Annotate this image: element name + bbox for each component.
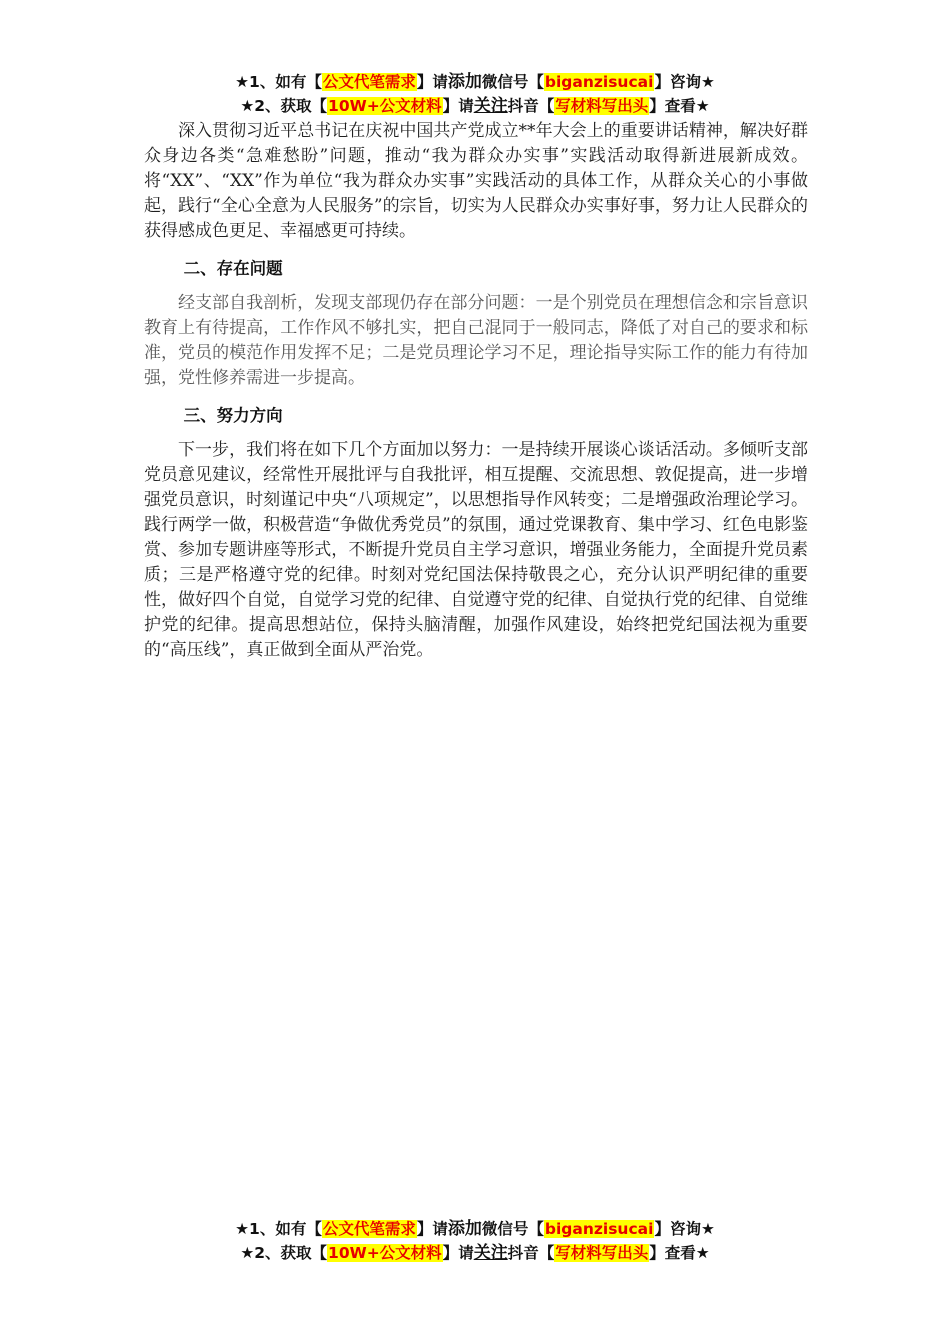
promo-emphasis: 添加 bbox=[447, 72, 482, 92]
intro-paragraph: 深入贯彻习近平总书记在庆祝中国共产党成立**年大会上的重要讲话精神，解决好群众身边各类“急难愁盼”问题，推动“我为群众办实事”实践活动取得新进展新成效。将“XX”、“XX”作为单位“我为群众办实事”实践活动的具体工作，从群众关心的小事做起，践行“全心全意为人民服务”的宗旨，切实为人民群众办实事好事，努力让人民群众的获得感成色更足、幸福感更可持续。 bbox=[144, 121, 808, 241]
promo-text: 】请 bbox=[442, 1244, 474, 1262]
wechat-id-highlight: biganzisucai bbox=[544, 1220, 654, 1238]
promo-line-1 bbox=[0, 1217, 950, 1241]
promo-highlight: 公文代笔需求 bbox=[322, 73, 416, 91]
promo-text: 抖音【 bbox=[507, 1244, 555, 1262]
promo-text: 】请 bbox=[442, 97, 474, 115]
promo-highlight: 公文代笔需求 bbox=[322, 1220, 416, 1238]
promo-text: 微信号【 bbox=[481, 1220, 544, 1238]
douyin-account-highlight: 写材料写出头 bbox=[555, 97, 649, 115]
promo-line-2 bbox=[0, 1241, 950, 1265]
promo-text: 】请 bbox=[416, 1220, 448, 1238]
header-promo-banner bbox=[0, 70, 950, 118]
promo-text: 微信号【 bbox=[481, 73, 544, 91]
promo-highlight: 10W+公文材料 bbox=[328, 97, 442, 115]
section-heading-direction: 三、努力方向 bbox=[183, 406, 283, 425]
wechat-id-highlight: biganzisucai bbox=[544, 73, 654, 91]
promo-text: ★2、获取【 bbox=[240, 97, 328, 115]
douyin-account-highlight: 写材料写出头 bbox=[555, 1244, 649, 1262]
promo-text: ★2、获取【 bbox=[240, 1244, 328, 1262]
promo-text: 】查看★ bbox=[649, 1244, 710, 1262]
section-heading-problems: 二、存在问题 bbox=[183, 259, 283, 278]
promo-text: 】咨询★ bbox=[654, 1220, 715, 1238]
promo-emphasis: 添加 bbox=[447, 1219, 482, 1239]
problems-paragraph: 经支部自我剖析，发现支部现仍存在部分问题：一是个别党员在理想信念和宗旨意识教育上有待提高，工作作风不够扎实，把自己混同于一般同志，降低了对自己的要求和标准，党员的模范作用发挥不足；二是党员理论学习不足，理论指导实际工作的能力有待加强，党性修养需进一步提高。 bbox=[144, 293, 808, 388]
promo-emphasis: 关注 bbox=[473, 1243, 508, 1263]
footer-promo-banner bbox=[0, 1217, 950, 1265]
promo-text: 】咨询★ bbox=[654, 73, 715, 91]
promo-text: 】请 bbox=[416, 73, 448, 91]
promo-line-2 bbox=[0, 94, 950, 118]
promo-emphasis: 关注 bbox=[473, 96, 508, 116]
document-body bbox=[144, 119, 808, 663]
promo-text: ★1、如有【 bbox=[235, 73, 322, 91]
promo-highlight: 10W+公文材料 bbox=[328, 1244, 442, 1262]
promo-text: 】查看★ bbox=[649, 97, 710, 115]
promo-line-1 bbox=[0, 70, 950, 94]
direction-paragraph: 下一步，我们将在如下几个方面加以努力：一是持续开展谈心谈话活动。多倾听支部党员意见建议，经常性开展批评与自我批评，相互提醒、交流思想、敦促提高，进一步增强党员意识，时刻谨记中央“八项规定”，以思想指导作风转变；二是增强政治理论学习。践行两学一做，积极营造“争做优秀党员”的氛围，通过党课教育、集中学习、红色电影鉴赏、参加专题讲座等形式，不断提升党员自主学习意识，增强业务能力，全面提升党员素质；三是严格遵守党的纪律。时刻对党纪国法保持敬畏之心，充分认识严明纪律的重要性，做好四个自觉，自觉学习党的纪律、自觉遵守党的纪律、自觉执行党的纪律、自觉维护党的纪律。提高思想站位，保持头脑清醒，加强作风建设，始终把党纪国法视为重要的“高压线”，真正做到全面从严治党。 bbox=[144, 440, 808, 660]
promo-text: ★1、如有【 bbox=[235, 1220, 322, 1238]
promo-text: 抖音【 bbox=[507, 97, 555, 115]
